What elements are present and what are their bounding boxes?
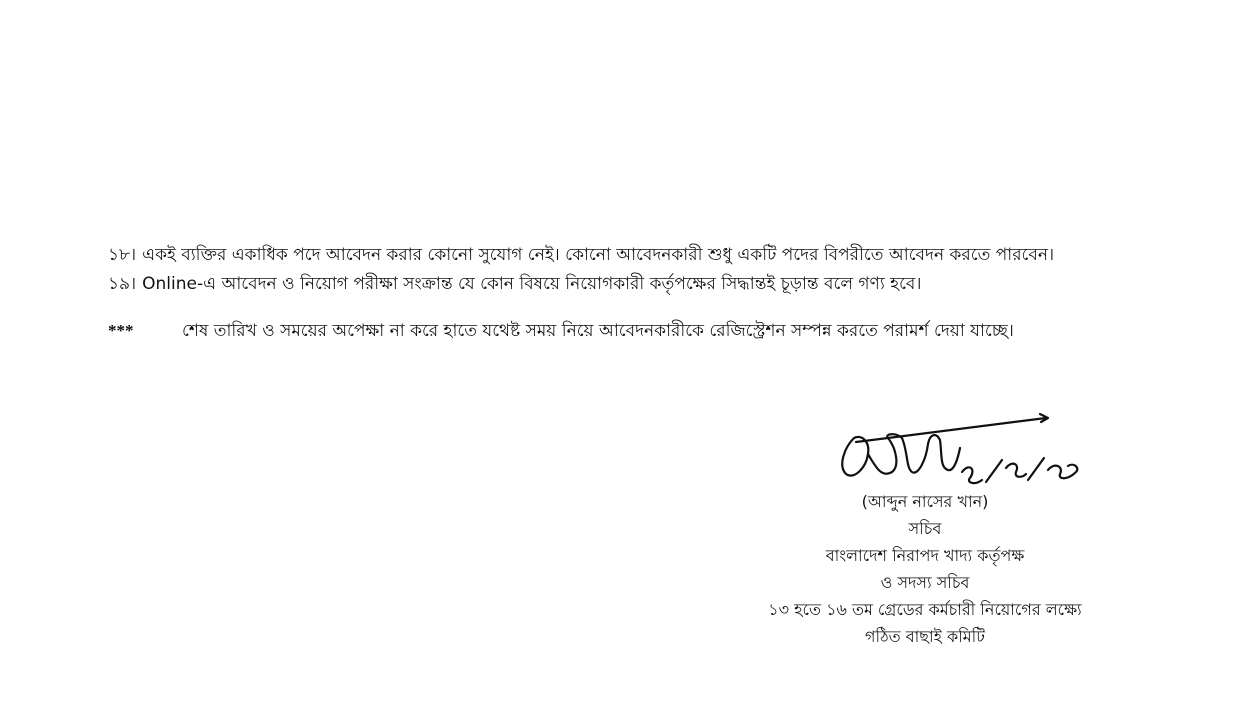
clause-text: একই ব্যক্তির একাধিক পদে আবেদন করার কোনো সুযোগ নেই। কোনো আবেদনকারী শুধু একটি পদের বিপরীতে আবেদন করতে পারবেন। (142, 245, 1055, 265)
committee-line-2: গঠিত বাছাই কমিটি (865, 627, 985, 646)
note-marker: *** (108, 321, 134, 340)
signatory-name: (আব্দুন নাসের খান) (861, 492, 989, 511)
clause-18 (108, 244, 1054, 266)
signatory-organization: বাংলাদেশ নিরাপদ খাদ্য কর্তৃপক্ষ (825, 546, 1025, 565)
signatory-designation: সচিব (908, 519, 942, 538)
clause-number: ১৮। (108, 245, 137, 265)
advisory-note (108, 320, 1014, 342)
signature-block (740, 488, 1110, 650)
clause-number: ১৯। (108, 274, 137, 294)
handwritten-signature (836, 408, 1096, 500)
signatory-role: ও সদস্য সচিব (880, 573, 970, 592)
clause-19 (108, 273, 921, 295)
clause-text: Online-এ আবেদন ও নিয়োগ পরীক্ষা সংক্রান্ত যে কোন বিষয়ে নিয়োগকারী কর্তৃপক্ষের সিদ্ধান্তই চূড়ান্ত বলে গণ্য হবে। (142, 274, 922, 294)
committee-line-1: ১৩ হতে ১৬ তম গ্রেডের কর্মচারী নিয়োগের লক্ষ্যে (768, 600, 1082, 619)
note-text: শেষ তারিখ ও সময়ের অপেক্ষা না করে হাতে যথেষ্ট সময় নিয়ে আবেদনকারীকে রেজিস্ট্রেশন সম্পন্ন করতে পরামর্শ দেয়া যাচ্ছে। (182, 321, 1014, 341)
